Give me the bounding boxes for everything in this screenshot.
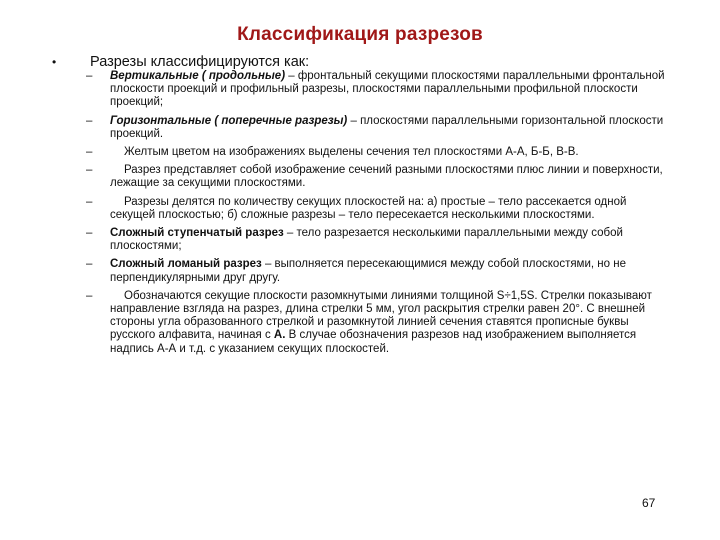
sub-item-horizontal [86,115,666,141]
sub-item-stepped [86,227,666,253]
dash-icon: – [86,195,93,208]
slide-title: Классификация разрезов [237,24,483,45]
sub-item-plane-count [86,196,666,222]
dash-icon: – [86,70,93,82]
term-vertical: Вертикальные ( продольные) [110,70,286,82]
sub-item-text: – плоскостями параллельными горизонтальной плоскости проекций. [110,114,664,140]
dash-icon: – [86,114,93,127]
dash-icon: – [86,227,93,240]
dash-icon: – [86,146,93,159]
term-stepped: Сложный ступенчатый разрез [110,227,284,240]
sub-item-broken [86,258,666,284]
sub-item-yellow-sections [86,146,666,159]
sub-list [86,70,666,361]
main-bullet-text: Разрезы классифицируются как: [90,54,310,70]
dash-icon: – [86,258,93,271]
sub-item-text: – тело разрезается несколькими параллельными между собой плоскостями; [110,227,623,253]
term-broken: Сложный ломаный разрез [110,258,262,271]
dash-icon: – [86,289,93,302]
letter-a: А. [273,329,286,342]
sub-item-designation [86,290,666,356]
sub-item-text: Разрезы делятся по количеству секущих плоскостей на: а) простые – тело рассекается одной секущей плоскостью; б) сложные разрезы – тело пересекается несколькими плоскостями. [110,195,627,221]
sub-item-text: Разрез представляет собой изображение сечений разными плоскостями плюс линии и поверхности, лежащие за секущими плоскостями. [110,164,663,190]
sub-item-vertical [86,70,666,110]
term-horizontal: Горизонтальные ( поперечные разрезы) [110,114,348,127]
bullet-dot-icon: • [52,55,57,69]
page-number: 67 [642,496,656,510]
sub-item-text: Желтым цветом на изображениях выделены сечения тел плоскостями А-А, Б-Б, В-В. [124,146,579,159]
sub-item-text: В случае обозначения разрезов над изображением выполняется надпись А-А и т.д. с указанием секущих плоскостей. [110,329,637,355]
sub-item-text: Обозначаются секущие плоскости разомкнутыми линиями толщиной S÷1,5S. Стрелки показывают направление взгляда на разрез, длина стрелки 5 мм, угол раскрытия стрелки равен 20°. С внешней стороны угла образованного стрелкой и разомкнутой линией сечения ставятся прописные буквы русского алфавита, начиная с [110,289,652,342]
sub-item-text: – фронтальный секущими плоскостями параллельными фронтальной плоскости проекций и профильный разрезы, плоскостями параллельными профильной плоскости проекций; [110,70,665,109]
sub-item-text: – выполняется пересекающимися между собой плоскостями, но не перпендикулярными друг другу. [110,258,626,284]
dash-icon: – [86,164,93,177]
sub-item-section-definition [86,164,666,190]
